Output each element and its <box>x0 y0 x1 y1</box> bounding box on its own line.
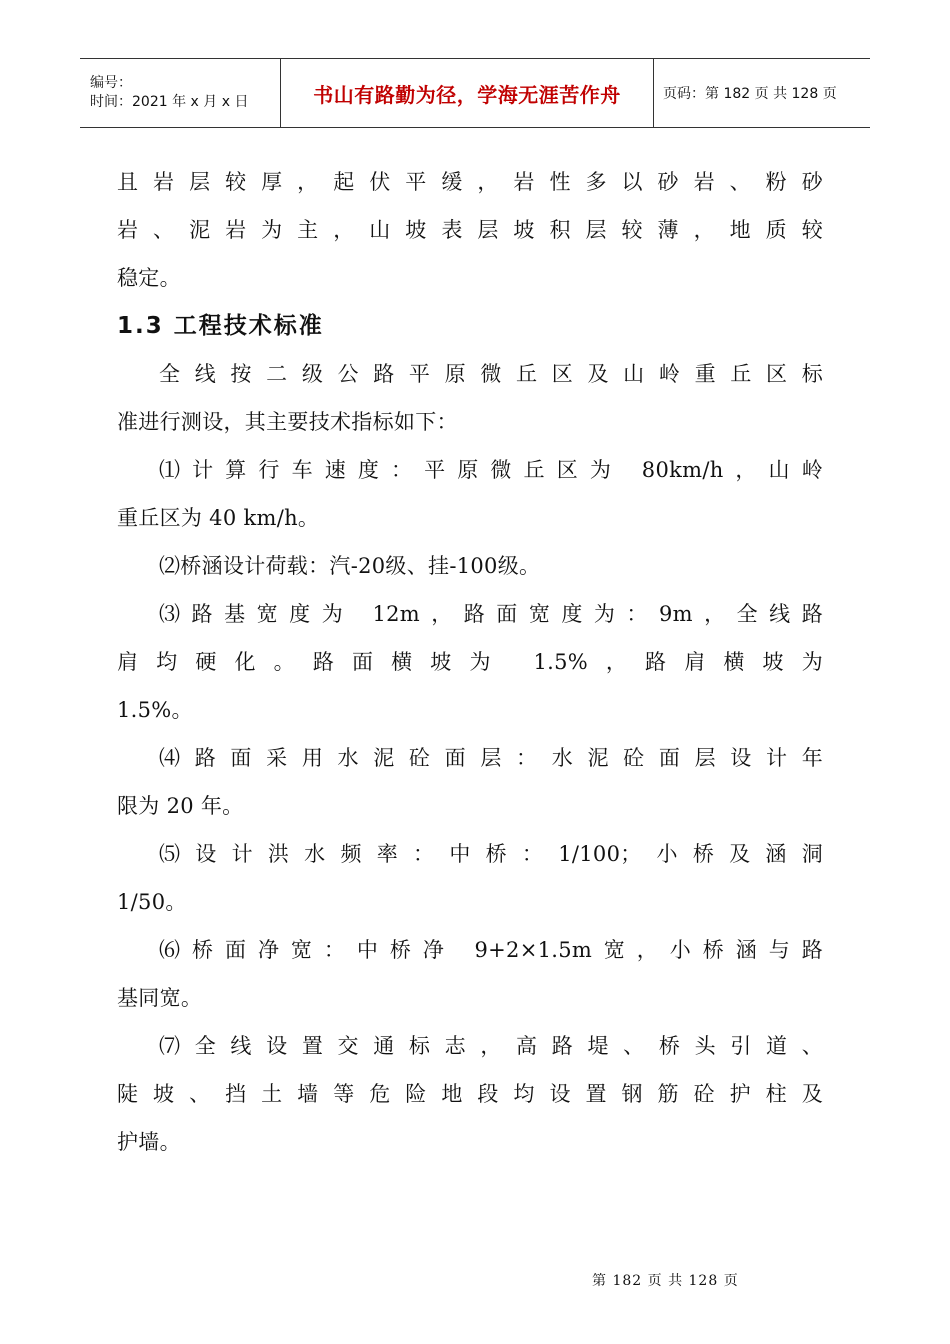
item6-line2: 基同宽。 <box>117 986 203 1010</box>
header-table <box>80 58 870 128</box>
item3-line3: 1.5%。 <box>117 698 193 722</box>
item1-line2: 重丘区为 40 km/h。 <box>117 506 320 530</box>
item4-line1: ⑷路面采用水泥砼面层：水泥砼面层设计年 <box>159 746 823 770</box>
intro-line2: 准进行测设，其主要技术指标如下： <box>117 410 458 434</box>
item5-line2: 1/50。 <box>117 890 187 914</box>
motto: 书山有路勤为径，学海无涯苦作舟 <box>313 82 621 107</box>
para1-line2: 岩、泥岩为主，山坡表层坡积层较薄，地质较 <box>117 218 823 242</box>
document-body <box>117 158 823 1166</box>
header-motto-cell <box>281 59 654 127</box>
para1-line1: 且岩层较厚，起伏平缓，岩性多以砂岩、粉砂 <box>117 170 823 194</box>
time-label: 时间：2021 年 x 月 x 日 <box>90 94 249 110</box>
item2-line1: ⑵桥涵设计荷载：汽-20级、挂-100级。 <box>159 554 541 578</box>
header-meta <box>80 59 281 127</box>
section-heading: 1.3 工程技术标准 <box>117 313 324 339</box>
item1-line1: ⑴计算行车速度：平原微丘区为 80km/h，山岭 <box>159 458 823 482</box>
item7-line2: 陡坡、挡土墙等危险地段均设置钢筋砼护柱及 <box>117 1082 823 1106</box>
item6-line1: ⑹桥面净宽：中桥净 9+2×1.5m宽，小桥涵与路 <box>159 938 823 962</box>
item5-line1: ⑸设计洪水频率：中桥：1/100；小桥及涵洞 <box>159 842 823 866</box>
intro-line1: 全线按二级公路平原微丘区及山岭重丘区标 <box>159 362 823 386</box>
item3-line1: ⑶路基宽度为 12m，路面宽度为：9m，全线路 <box>159 602 823 626</box>
item7-line1: ⑺全线设置交通标志，高路堤、桥头引道、 <box>159 1034 823 1058</box>
item3-line2: 肩均硬化。路面横坡为 1.5%，路肩横坡为 <box>117 650 823 674</box>
item4-line2: 限为 20 年。 <box>117 794 244 818</box>
page-info: 页码：第 182 页 共 128 页 <box>663 86 837 102</box>
number-label: 编号： <box>90 75 132 91</box>
header-page-info-cell <box>654 59 870 127</box>
item7-line3: 护墙。 <box>117 1130 181 1154</box>
para1-line3: 稳定。 <box>117 266 181 290</box>
page-footer: 第 182 页 共 128 页 <box>592 1273 739 1289</box>
